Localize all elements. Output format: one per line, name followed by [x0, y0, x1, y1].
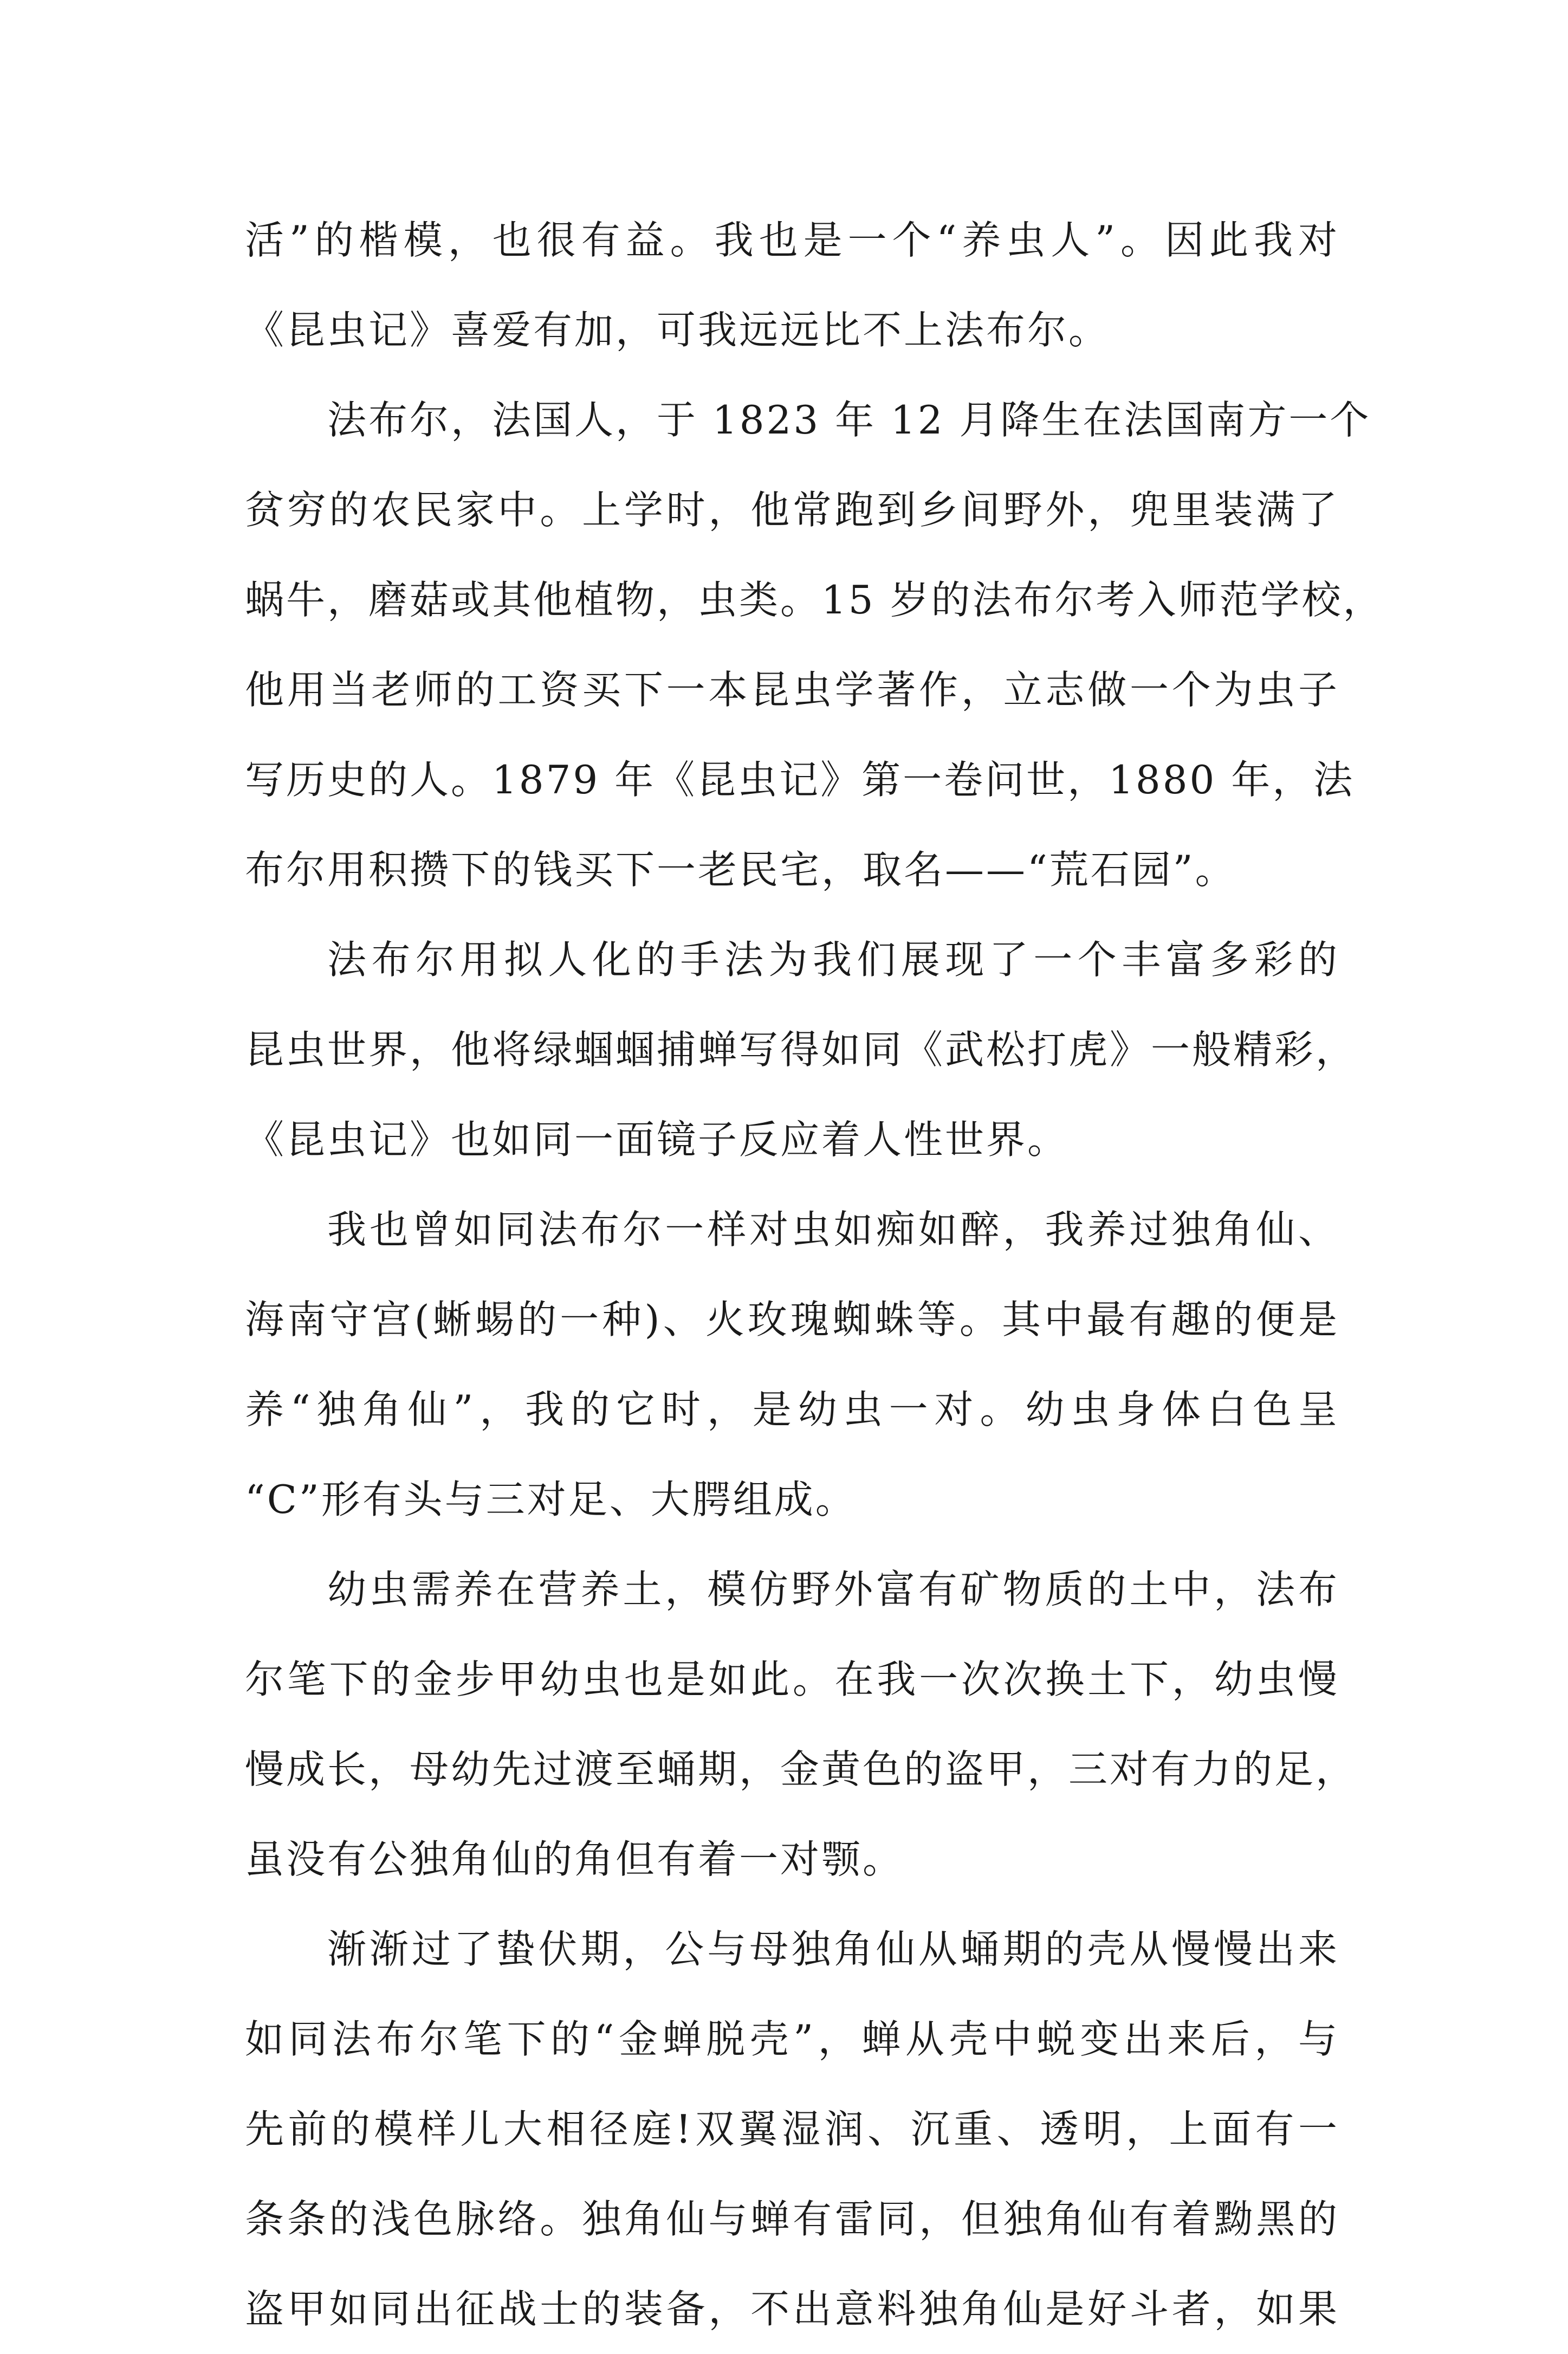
text-line: 他用当老师的工资买下一本昆虫学著作，立志做一个为虫子 — [245, 667, 1339, 713]
text-line: 昆虫世界，他将绿蝈蝈捕蝉写得如同《武松打虎》一般精彩， — [245, 1027, 1357, 1072]
text-line: 活”的楷模，也很有益。我也是一个“养虫人”。因此我对 — [245, 217, 1339, 263]
text-line: 我也曾如同法布尔一样对虫如痴如醉，我养过独角仙、 — [327, 1207, 1339, 1252]
text-line: 如同法布尔笔下的“金蝉脱壳”，蝉从壳中蜕变出来后，与 — [245, 2016, 1339, 2062]
text-line: 法布尔，法国人，于 1823 年 12 月降生在法国南方一个 — [327, 397, 1371, 443]
text-line: 《昆虫记》也如同一面镜子反应着人性世界。 — [245, 1117, 1069, 1162]
text-line: 法布尔用拟人化的手法为我们展现了一个丰富多彩的 — [327, 937, 1339, 982]
text-line: 渐渐过了蛰伏期，公与母独角仙从蛹期的壳从慢慢出来 — [327, 1926, 1339, 1972]
text-line: 尔笔下的金步甲幼虫也是如此。在我一次次换土下，幼虫慢 — [245, 1657, 1339, 1702]
text-line: 《昆虫记》喜爱有加，可我远远比不上法布尔。 — [245, 307, 1110, 353]
text-line: 幼虫需养在营养土，模仿野外富有矿物质的土中，法布 — [327, 1567, 1339, 1612]
text-line: 贫穷的农民家中。上学时，他常跑到乡间野外，兜里装满了 — [245, 487, 1339, 533]
text-line: 先前的模样儿大相径庭!双翼湿润、沉重、透明，上面有一 — [245, 2106, 1339, 2152]
text-line: 慢成长，母幼先过渡至蛹期，金黄色的盗甲，三对有力的足， — [245, 1747, 1357, 1792]
text-line: 养“独角仙”，我的它时，是幼虫一对。幼虫身体白色呈 — [245, 1387, 1339, 1432]
text-line: 写历史的人。1879 年《昆虫记》第一卷问世，1880 年，法 — [245, 757, 1355, 803]
text-line: 布尔用积攒下的钱买下一老民宅，取名——“荒石园”。 — [245, 847, 1236, 893]
text-line: 蜗牛，磨菇或其他植物，虫类。15 岁的法布尔考入师范学校， — [245, 577, 1384, 623]
text-line: 海南守宫(蜥蜴的一种)、火玫瑰蜘蛛等。其中最有趣的便是 — [245, 1297, 1339, 1342]
text-line: 盗甲如同出征战士的装备，不出意料独角仙是好斗者，如果 — [245, 2286, 1339, 2332]
text-line: “C”形有头与三对足、大腭组成。 — [245, 1477, 857, 1522]
body-text — [245, 195, 1384, 2354]
text-line: 虽没有公独角仙的角但有着一对颚。 — [245, 1836, 904, 1882]
text-line: 条条的浅色脉络。独角仙与蝉有雷同，但独角仙有着黝黑的 — [245, 2196, 1339, 2242]
